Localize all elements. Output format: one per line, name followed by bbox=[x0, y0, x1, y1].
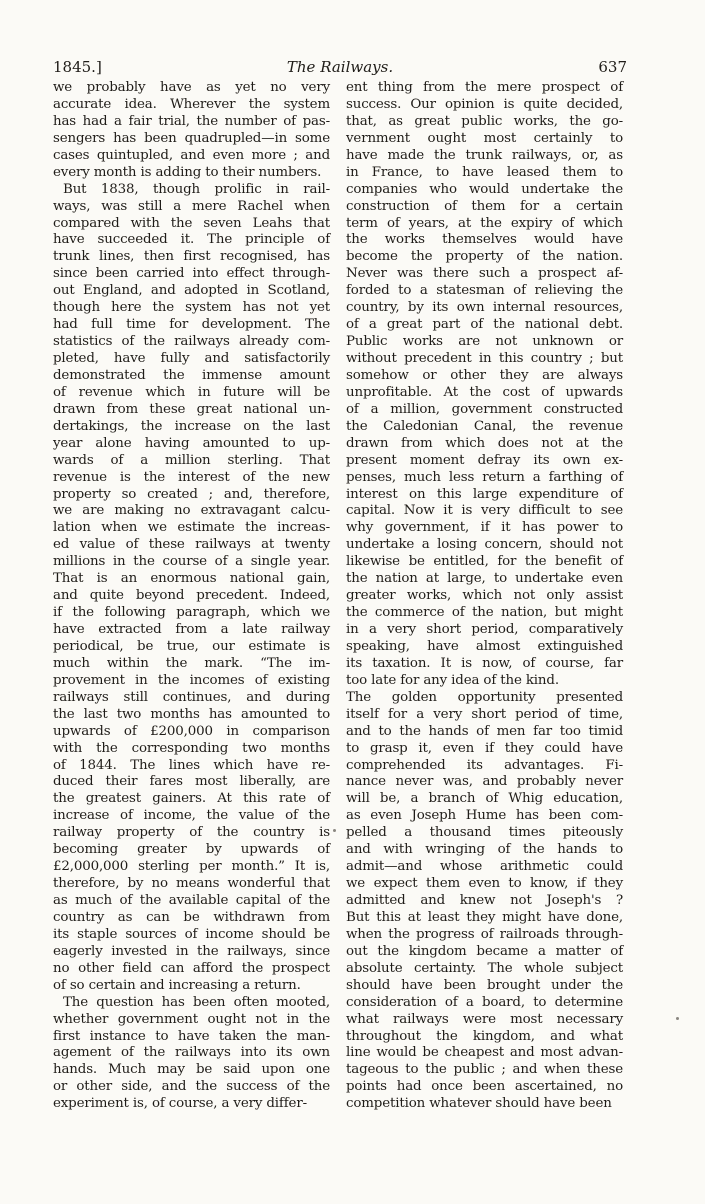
text-line: railway property of the country is bbox=[53, 825, 330, 841]
text-line: year alone having amounted to up- bbox=[53, 435, 330, 451]
text-line: The question has been often mooted, bbox=[63, 994, 330, 1010]
text-line: has had a fair trial, the number of pas- bbox=[53, 113, 330, 129]
text-line: of a great part of the national debt. bbox=[346, 317, 623, 333]
text-line: when the progress of railroads through- bbox=[346, 926, 623, 942]
text-line: in France, to have leased them to bbox=[346, 164, 623, 180]
text-line: ed value of these railways at twenty bbox=[53, 537, 330, 553]
text-line: why government, if it has power to bbox=[346, 520, 623, 536]
text-line: trunk lines, then first recognised, has bbox=[53, 249, 330, 265]
text-line: nance never was, and probably never bbox=[346, 774, 623, 790]
text-line: ent thing from the mere prospect of bbox=[346, 80, 623, 95]
text-line: experiment is, of course, a very differ- bbox=[53, 1096, 307, 1112]
text-line: and to the hands of men far too timid bbox=[346, 723, 623, 739]
text-line: of so certain and increasing a return. bbox=[53, 977, 301, 993]
text-line: line would be cheapest and most advan- bbox=[346, 1045, 623, 1061]
text-line: as even Joseph Hume has been com- bbox=[346, 808, 623, 824]
text-line: have succeeded it. The principle of bbox=[53, 232, 330, 248]
text-line: out England, and adopted in Scotland, bbox=[53, 283, 330, 299]
text-line: term of years, at the expiry of which bbox=[346, 215, 623, 231]
text-line: sengers has been quadrupled—in some bbox=[53, 130, 330, 146]
text-line: have made the trunk railways, or, as bbox=[346, 147, 623, 163]
text-line: demonstrated the immense amount bbox=[53, 367, 330, 383]
text-line: statistics of the railways already com- bbox=[53, 334, 330, 350]
text-line: the nation at large, to undertake even bbox=[346, 571, 623, 587]
text-line: we are making no extravagant calcu- bbox=[53, 503, 330, 519]
text-line: admit—and whose arithmetic could bbox=[346, 859, 623, 875]
text-line: penses, much less return a farthing of bbox=[346, 469, 623, 485]
text-line: eagerly invested in the railways, since bbox=[53, 943, 330, 959]
text-line: country as can be withdrawn from bbox=[53, 909, 330, 925]
text-line: therefore, by no means wonderful that bbox=[53, 876, 330, 892]
text-line: periodical, be true, our estimate is bbox=[53, 638, 330, 654]
header-title: The Railways. bbox=[286, 58, 394, 76]
margin-speck bbox=[676, 1017, 679, 1020]
text-line: Never was there such a prospect af- bbox=[346, 266, 623, 282]
text-line: without precedent in this country ; but bbox=[346, 351, 623, 366]
margin-speck bbox=[333, 829, 336, 832]
text-line: have extracted from a late railway bbox=[53, 622, 330, 637]
text-line: should have been brought under the bbox=[346, 977, 623, 993]
text-line: ways, was still a mere Rachel when bbox=[53, 198, 330, 214]
text-line: somehow or other they are always bbox=[346, 367, 623, 383]
text-line: to grasp it, even if they could have bbox=[346, 740, 623, 756]
text-line: with the corresponding two months bbox=[53, 740, 330, 756]
text-line: absolute certainty. The whole subject bbox=[346, 960, 623, 976]
text-line: compared with the seven Leahs that bbox=[53, 215, 330, 231]
text-line: out the kingdom became a matter of bbox=[346, 943, 623, 959]
text-line: and quite beyond precedent. Indeed, bbox=[53, 588, 330, 604]
text-line: drawn from which does not at the bbox=[346, 435, 623, 451]
text-line: of revenue which in future will be bbox=[53, 384, 330, 400]
text-line: capital. Now it is very difficult to see bbox=[346, 503, 623, 519]
text-line: we probably have as yet no very bbox=[53, 80, 330, 95]
text-line: drawn from these great national un- bbox=[53, 401, 330, 417]
header-date: 1845.] bbox=[53, 58, 102, 76]
text-line: greater works, which not only assist bbox=[346, 588, 623, 604]
text-line: likewise be entitled, for the benefit of bbox=[346, 554, 623, 570]
text-line: dertakings, the increase on the last bbox=[53, 418, 330, 434]
text-line: throughout the kingdom, and what bbox=[346, 1028, 623, 1044]
text-line: its staple sources of income should be bbox=[53, 926, 330, 942]
text-line: present moment defray its own ex- bbox=[346, 452, 623, 468]
text-line: comprehended its advantages. Fi- bbox=[346, 757, 623, 773]
text-line: duced their fares most liberally, are bbox=[53, 774, 330, 790]
text-line: pelled a thousand times piteously bbox=[346, 825, 623, 841]
text-line: That is an enormous national gain, bbox=[53, 571, 330, 587]
text-line: success. Our opinion is quite decided, bbox=[346, 96, 623, 112]
text-line: hands. Much may be said upon one bbox=[53, 1062, 330, 1078]
text-line: country, by its own internal resources, bbox=[346, 300, 623, 316]
text-line: property so created ; and, therefore, bbox=[53, 486, 330, 502]
text-line: we expect them even to know, if they bbox=[346, 876, 623, 892]
right-text-column bbox=[346, 80, 623, 1113]
text-line: interest on this large expenditure of bbox=[346, 486, 623, 502]
text-line: become the property of the nation. bbox=[346, 249, 623, 265]
text-line: the commerce of the nation, but might bbox=[346, 605, 623, 621]
text-line: had full time for development. The bbox=[53, 317, 330, 333]
text-line: wards of a million sterling. That bbox=[53, 452, 330, 468]
text-line: in a very short period, comparatively bbox=[346, 622, 623, 637]
text-line: accurate idea. Wherever the system bbox=[53, 96, 330, 112]
text-line: provement in the incomes of existing bbox=[53, 672, 330, 688]
text-line: millions in the course of a single year. bbox=[53, 554, 330, 570]
text-line: becoming greater by upwards of bbox=[53, 842, 330, 858]
running-head bbox=[53, 56, 627, 78]
text-line: much within the mark. “The im- bbox=[53, 655, 330, 671]
text-line: of a million, government constructed bbox=[346, 401, 623, 417]
text-line: as much of the available capital of the bbox=[53, 893, 330, 908]
text-line: unprofitable. At the cost of upwards bbox=[346, 384, 623, 400]
text-line: the last two months has amounted to bbox=[53, 706, 330, 722]
text-line: lation when we estimate the increas- bbox=[53, 520, 330, 536]
text-line: consideration of a board, to determine bbox=[346, 994, 623, 1010]
text-line: the Caledonian Canal, the revenue bbox=[346, 418, 623, 434]
text-line: But 1838, though prolific in rail- bbox=[63, 181, 330, 197]
text-line: if the following paragraph, which we bbox=[53, 605, 330, 621]
text-line: upwards of £200,000 in comparison bbox=[53, 723, 330, 739]
text-line: forded to a statesman of relieving the bbox=[346, 283, 623, 299]
text-line: increase of income, the value of the bbox=[53, 808, 330, 824]
text-line: though here the system has not yet bbox=[53, 300, 330, 316]
text-line: and with wringing of the hands to bbox=[346, 842, 623, 858]
text-line: companies who would undertake the bbox=[346, 181, 623, 197]
text-line: cases quintupled, and even more ; and bbox=[53, 147, 330, 163]
text-line: that, as great public works, the go- bbox=[346, 113, 623, 129]
text-line: what railways were most necessary bbox=[346, 1011, 623, 1027]
text-line: railways still continues, and during bbox=[53, 689, 330, 705]
text-line: will be, a branch of Whig education, bbox=[346, 791, 623, 807]
text-line: of 1844. The lines which have re- bbox=[53, 757, 330, 773]
text-line: too late for any idea of the kind. bbox=[346, 672, 559, 688]
text-line: undertake a losing concern, should not bbox=[346, 537, 623, 553]
text-line: Public works are not unknown or bbox=[346, 334, 623, 350]
text-line: The golden opportunity presented bbox=[346, 689, 623, 705]
text-line: since been carried into effect through- bbox=[53, 266, 330, 282]
text-line: itself for a very short period of time, bbox=[346, 706, 623, 722]
text-line: first instance to have taken the man- bbox=[53, 1028, 330, 1044]
text-line: competition whatever should have been bbox=[346, 1096, 612, 1112]
text-line: whether government ought not in the bbox=[53, 1011, 330, 1027]
page-number: 637 bbox=[598, 58, 627, 76]
text-line: £2,000,000 sterling per month.” It is, bbox=[53, 859, 330, 875]
text-line: tageous to the public ; and when these bbox=[346, 1062, 623, 1078]
text-line: its taxation. It is now, of course, far bbox=[346, 655, 623, 671]
text-line: revenue is the interest of the new bbox=[53, 469, 330, 485]
text-line: construction of them for a certain bbox=[346, 198, 623, 214]
text-line: admitted and knew not Joseph's ? bbox=[346, 893, 623, 908]
text-line: vernment ought most certainly to bbox=[346, 130, 623, 146]
text-line: pleted, have fully and satisfactorily bbox=[53, 351, 330, 366]
text-line: or other side, and the success of the bbox=[53, 1079, 330, 1095]
text-line: agement of the railways into its own bbox=[53, 1045, 330, 1061]
text-line: points had once been ascertained, no bbox=[346, 1079, 623, 1095]
text-line: no other field can afford the prospect bbox=[53, 960, 330, 976]
text-line: speaking, have almost extinguished bbox=[346, 638, 623, 654]
left-text-column bbox=[53, 80, 330, 1113]
text-line: the greatest gainers. At this rate of bbox=[53, 791, 330, 807]
text-line: But this at least they might have done, bbox=[346, 909, 623, 925]
text-line: the works themselves would have bbox=[346, 232, 623, 248]
text-line: every month is adding to their numbers. bbox=[53, 164, 322, 180]
